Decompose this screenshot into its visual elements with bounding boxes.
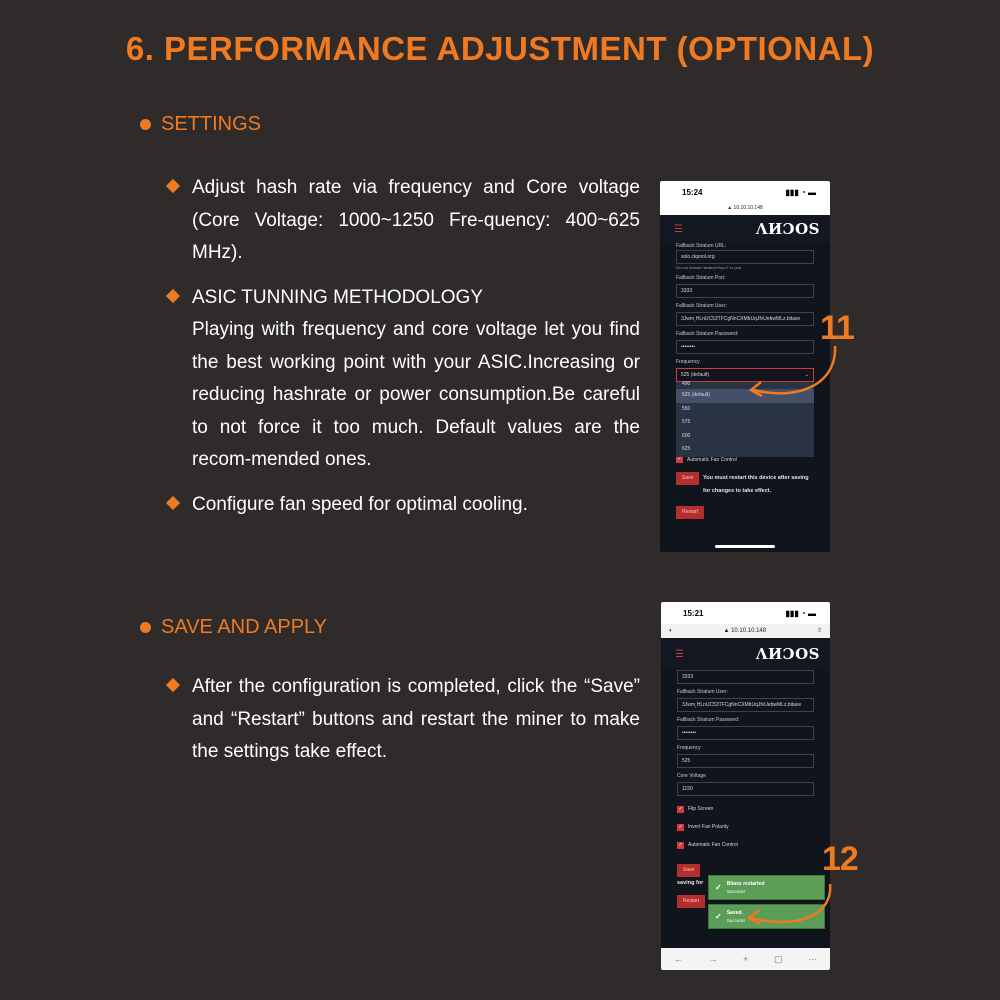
restart-note: You must restart this device after saving for changes to take effect. <box>703 474 809 494</box>
stratum-password-input[interactable]: •••••••• <box>677 726 814 740</box>
stratum-user-input[interactable]: 3Jwm˛HLnUC53TFCgNnCXMbUqJfvUebwMLz.bitaxe <box>676 312 814 326</box>
app-bar <box>661 638 830 670</box>
diamond-bullet-icon <box>166 678 180 692</box>
check-icon: ✓ <box>715 912 722 921</box>
restart-row <box>676 500 814 519</box>
url-text: ▲ 10.10.10.148 <box>723 628 767 634</box>
core-voltage-input[interactable]: 1150 <box>677 782 814 796</box>
bullet-text: After the configuration is completed, click the “Save” and “Restart” buttons and restart the miner to make the settings take effect. <box>192 676 640 762</box>
save-apply-heading-text: SAVE AND APPLY <box>161 616 328 638</box>
dropdown-option[interactable]: 550 <box>682 405 691 412</box>
cut-label: Fallback Stratum URL: <box>676 243 727 248</box>
save-button[interactable]: Save <box>676 472 699 485</box>
dropdown-option[interactable]: 625 <box>682 446 691 452</box>
toast-title: Saved. <box>726 909 743 916</box>
status-icons: ▮▮▮ ◔ ▬ <box>785 187 816 197</box>
list-item <box>165 489 640 522</box>
menu-icon[interactable]: ☰ <box>674 223 683 235</box>
checkbox-icon: ✓ <box>677 456 682 462</box>
flip-screen-checkbox[interactable] <box>677 804 814 814</box>
check-icon: ✓ <box>715 883 722 892</box>
status-bar <box>660 181 830 203</box>
status-icons: ▮▮▮ ◔ ▬ <box>785 608 816 618</box>
dropdown-option[interactable]: 600 <box>682 432 691 439</box>
frequency-input[interactable]: 525 <box>677 754 814 768</box>
stratum-url-hint: Do not include 'stratum+tcp://' or port. <box>676 265 743 270</box>
status-bar <box>661 602 830 624</box>
password-label: Fallback Stratum Password: <box>676 331 739 337</box>
bullet-text: Playing with frequency and core voltage let you find the best working point with your ASIC.Increasing or reducing hashrate or power consumption.Be careful to not force it too much. Default values are the recom-mended ones. <box>192 319 640 470</box>
list-item <box>165 172 640 270</box>
checkbox-icon: ✓ <box>678 841 683 848</box>
toast-text: Success! <box>726 888 745 894</box>
menu-icon[interactable]: ☰ <box>675 648 684 660</box>
port-label: Fallback Stratum Port: <box>676 275 726 281</box>
url-bar[interactable]: ▲ 10.10.10.148 <box>660 203 830 215</box>
save-apply-heading <box>140 616 327 639</box>
settings-form <box>661 670 830 908</box>
save-button[interactable]: Save <box>677 864 700 877</box>
checkbox-label: Flip Screen <box>688 806 714 812</box>
logo: ɅИƆOS <box>755 645 820 663</box>
checkbox-icon: ✓ <box>678 805 683 812</box>
frequency-selected-value: 525 (default) <box>681 372 710 378</box>
forward-icon[interactable]: → <box>708 954 718 964</box>
home-indicator <box>715 545 775 548</box>
fan-control-checkbox[interactable] <box>676 457 814 463</box>
password-label: Fallback Stratum Password: <box>677 717 740 723</box>
settings-heading <box>140 113 261 136</box>
restart-button[interactable]: Restart <box>677 895 705 908</box>
diamond-bullet-icon <box>166 288 180 302</box>
app-bar <box>660 215 830 243</box>
stratum-url-input[interactable]: solo.ckpool.org <box>676 250 814 264</box>
stratum-password-input[interactable]: •••••••• <box>676 340 814 354</box>
stratum-user-input[interactable]: 3Jwm˛HLnUC53TFCgNnCXMbUqJfvUebwMLz.bitaxe <box>677 698 814 712</box>
checkbox-icon: ✓ <box>678 823 683 830</box>
step-badge: 11 <box>820 309 854 347</box>
user-label: Fallback Stratum User: <box>677 689 728 695</box>
back-icon[interactable]: ← <box>673 954 683 964</box>
checkbox-label: Automatic Fan Control <box>687 456 737 463</box>
diamond-bullet-icon <box>166 495 180 509</box>
stratum-port-input[interactable]: 3333 <box>677 670 814 684</box>
arrow-icon <box>745 340 845 410</box>
arrow-icon <box>745 880 845 940</box>
stratum-port-input[interactable]: 3333 <box>676 284 814 298</box>
invert-fan-checkbox[interactable] <box>677 822 814 832</box>
toast-title: Bitaxe restarted <box>726 880 765 887</box>
toast-text: Success! <box>726 917 745 923</box>
restart-button[interactable]: Restart <box>676 506 704 519</box>
diamond-bullet-icon <box>166 179 180 193</box>
bullet-dot-icon <box>140 622 151 633</box>
list-item <box>165 282 640 477</box>
page-title: 6. PERFORMANCE ADJUSTMENT (OPTIONAL) <box>125 30 875 67</box>
checkbox-label: Automatic Fan Control <box>688 842 738 848</box>
bullet-title: ASIC TUNNING METHODOLOGY <box>192 286 484 308</box>
list-item <box>165 671 640 769</box>
saving-note: saving for <box>677 880 704 886</box>
status-time: 15:24 <box>682 187 703 197</box>
share-icon[interactable]: ⇧ <box>816 628 822 634</box>
settings-heading-text: SETTINGS <box>161 113 262 135</box>
tabs-icon[interactable]: ▢ <box>774 953 783 964</box>
logo: ɅИƆOS <box>755 220 820 238</box>
tabs-icon[interactable]: ◐ <box>669 628 673 634</box>
bullet-dot-icon <box>140 119 151 130</box>
step-badge: 12 <box>822 840 858 878</box>
frequency-label: Frequency <box>677 745 701 751</box>
dropdown-option[interactable]: 525 (default) <box>676 389 814 403</box>
more-icon[interactable]: ⋯ <box>808 953 818 964</box>
user-label: Fallback Stratum User: <box>676 303 727 309</box>
dropdown-option[interactable]: 575 <box>682 419 691 425</box>
checkbox-label: Invert Fan Polarity <box>688 824 729 830</box>
bullet-text: Adjust hash rate via frequency and Core voltage (Core Voltage: 1000~1250 Fre-quency: 400~625 MHz). <box>192 177 640 263</box>
new-tab-icon[interactable]: + <box>743 954 749 964</box>
url-bar[interactable] <box>661 624 830 638</box>
bullet-text: Configure fan speed for optimal cooling. <box>192 493 528 515</box>
dropdown-option[interactable]: 490 <box>682 381 691 387</box>
voltage-label: Core Voltage <box>677 773 706 779</box>
save-apply-bullet-list <box>165 671 640 781</box>
chevron-down-icon: ⌄ <box>804 372 809 378</box>
settings-bullet-list <box>165 172 640 533</box>
browser-nav-bar <box>661 948 830 970</box>
fan-control-checkbox[interactable] <box>677 840 814 850</box>
frequency-label: Frequency <box>676 359 700 365</box>
status-time: 15:21 <box>683 608 704 618</box>
